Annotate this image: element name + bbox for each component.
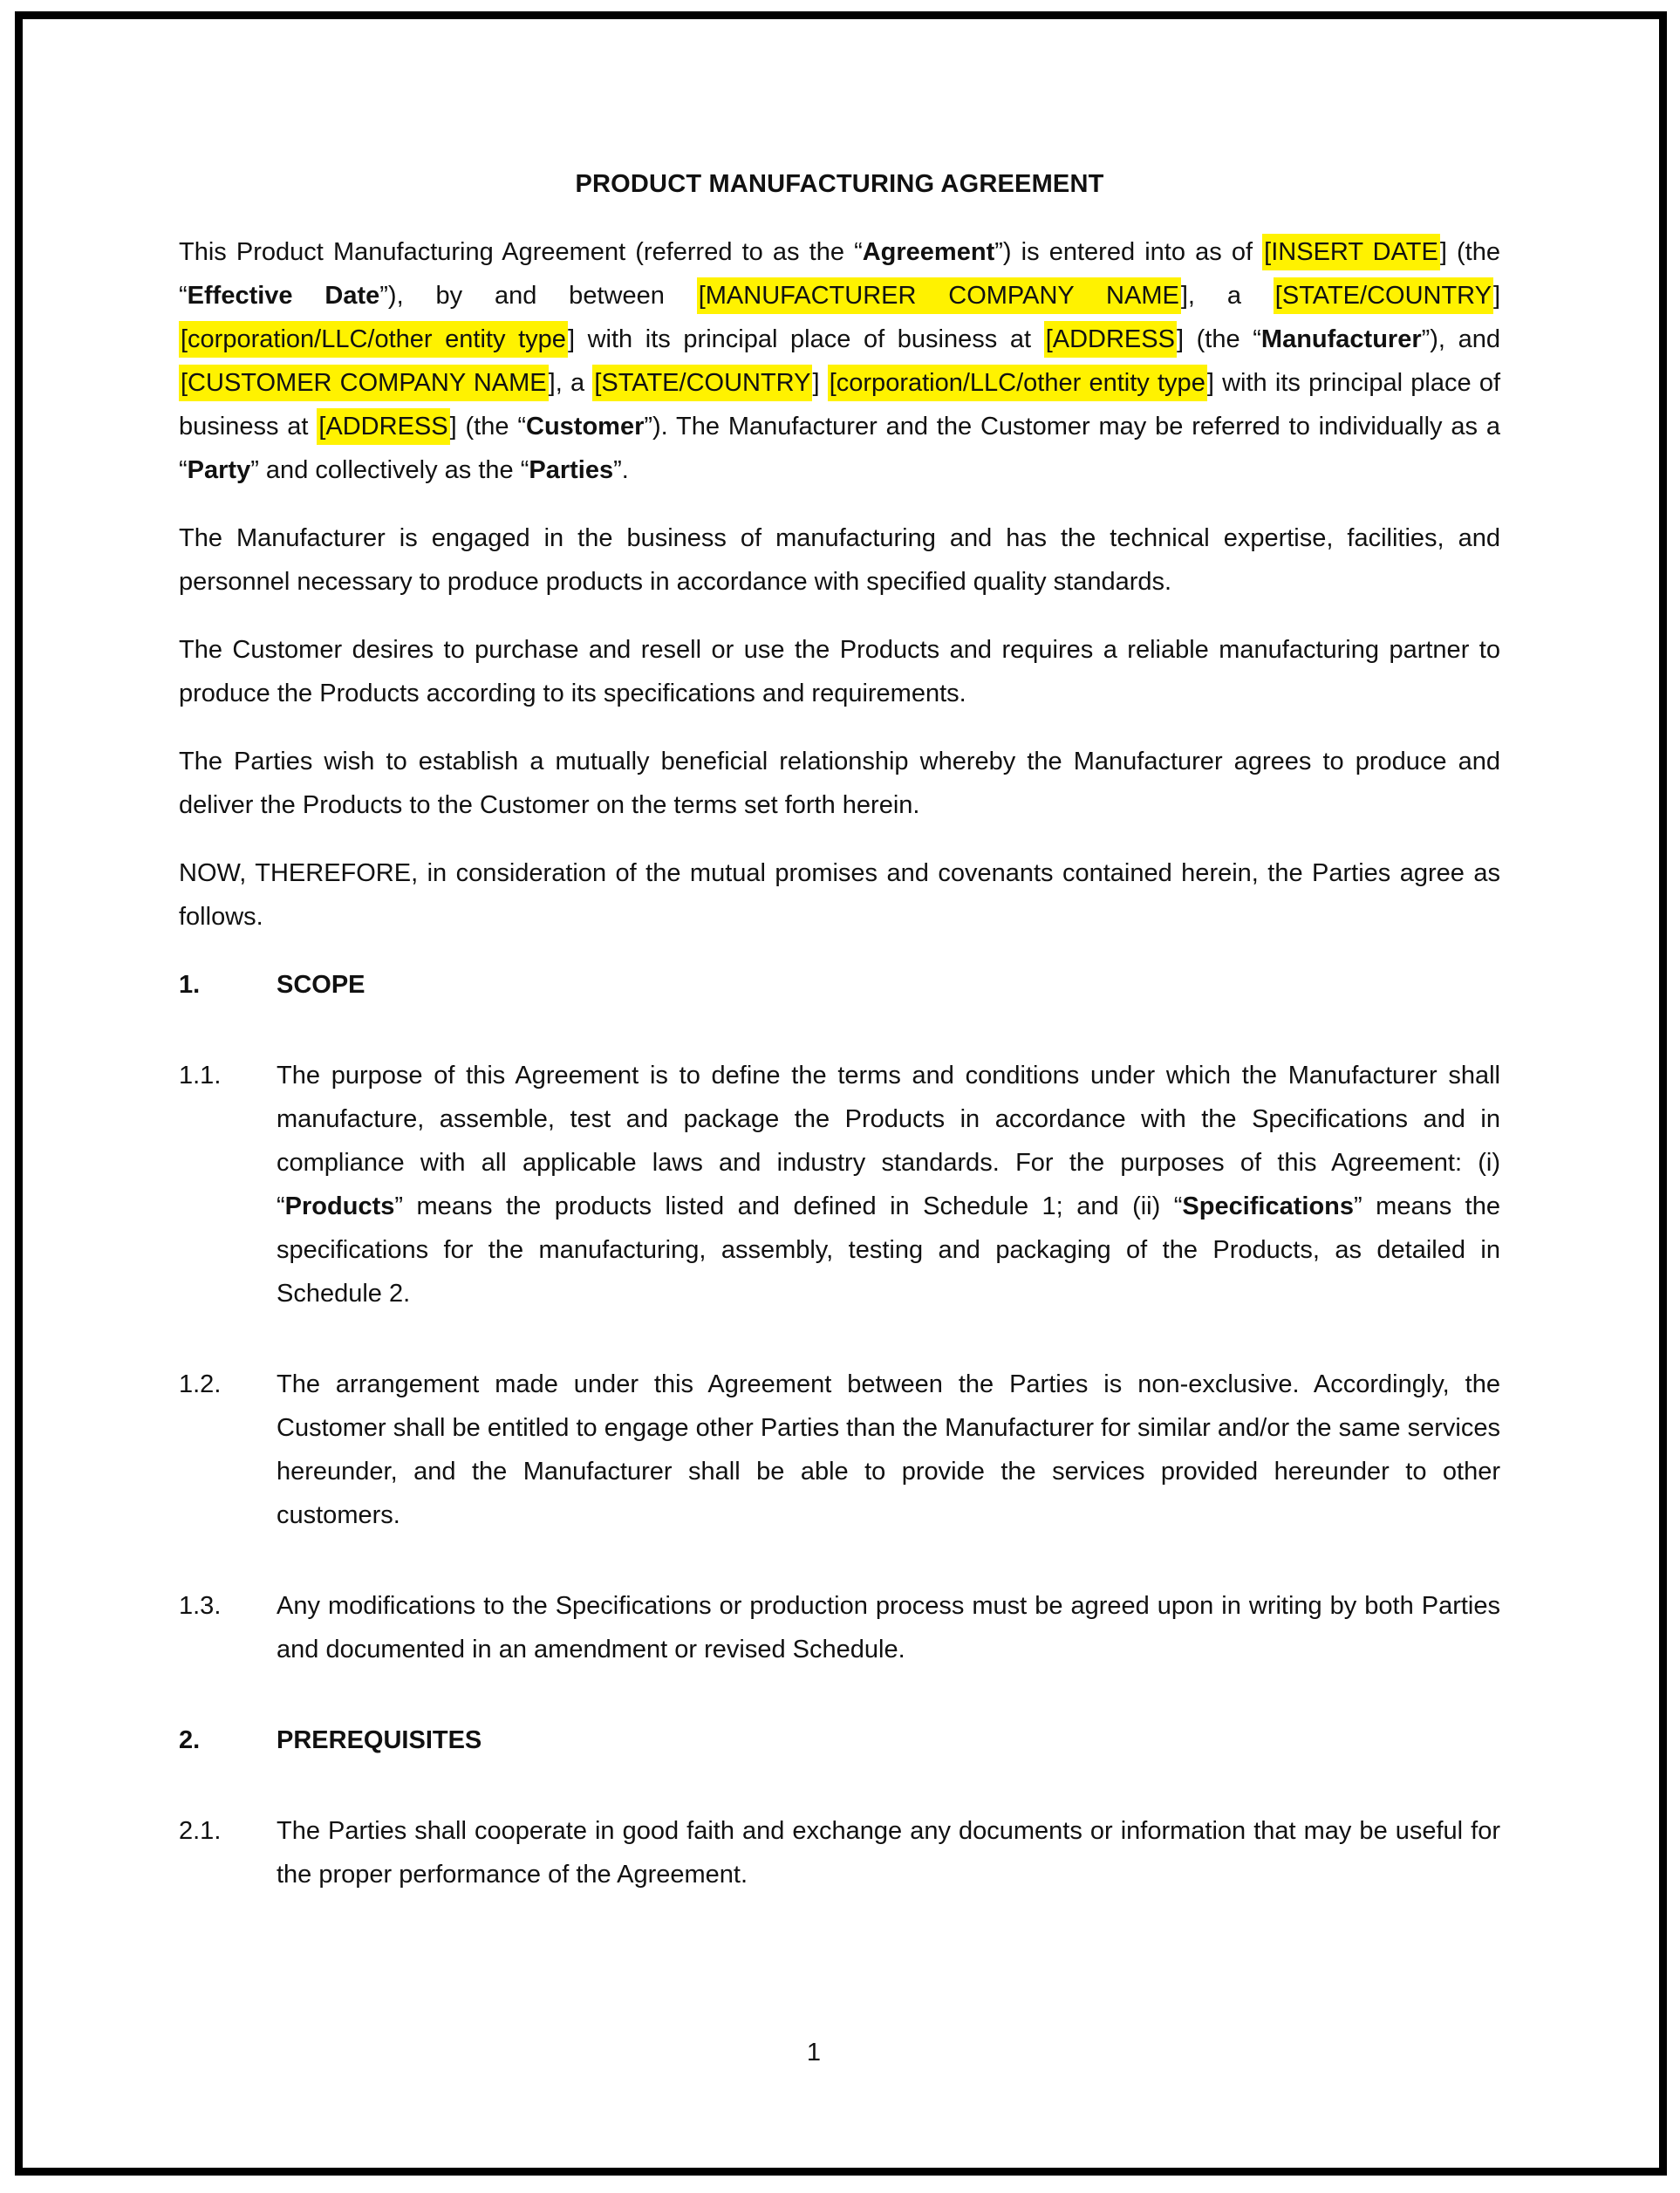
bold-term: Party bbox=[187, 456, 251, 484]
highlighted-placeholder: [INSERT DATE bbox=[1262, 234, 1440, 270]
clause-text bbox=[277, 1809, 1500, 1896]
bold-term: Agreement bbox=[862, 238, 995, 266]
section-title: SCOPE bbox=[277, 971, 365, 999]
text-run: ] (the “ bbox=[179, 238, 1500, 310]
highlighted-placeholder: [STATE/COUNTRY bbox=[592, 365, 812, 401]
text-run: The Parties shall cooperate in good faith and exchange any documents or information that may be useful for the proper performance of the Agreement. bbox=[277, 1817, 1500, 1889]
text-run: This Product Manufacturing Agreement (referred to as the “ bbox=[179, 238, 863, 266]
highlighted-placeholder: [corporation/LLC/other entity type bbox=[179, 321, 568, 358]
text-run: ” and collectively as the “ bbox=[250, 456, 529, 484]
highlighted-placeholder: [ADDRESS bbox=[317, 408, 449, 445]
numbered-clause bbox=[179, 1363, 1500, 1537]
bold-term: Manufacturer bbox=[1260, 325, 1422, 353]
text-run: ”. bbox=[613, 456, 629, 484]
clause-number: 1.3. bbox=[179, 1592, 222, 1620]
text-run: The Parties wish to establish a mutually beneficial relationship whereby the Manufacturer agrees to produce and deliver the Products to the Customer on the terms set forth herein. bbox=[179, 748, 1500, 819]
text-run: The Customer desires to purchase and resell or use the Products and requires a reliable manufacturing partner to produce the Products according to its specifications and requirements. bbox=[179, 636, 1500, 707]
document-title: PRODUCT MANUFACTURING AGREEMENT bbox=[575, 170, 1104, 198]
clause-number: 2.1. bbox=[179, 1817, 222, 1845]
section-number: 1. bbox=[179, 971, 201, 999]
paragraph bbox=[179, 516, 1500, 604]
highlighted-placeholder: [STATE/COUNTRY bbox=[1274, 277, 1493, 314]
bold-term: Customer bbox=[526, 413, 645, 441]
text-run: ] with its principal place of business at bbox=[567, 325, 1044, 353]
paragraph bbox=[179, 230, 1500, 492]
clause-text bbox=[277, 1054, 1500, 1315]
clause-text bbox=[277, 1363, 1500, 1537]
text-run: ] bbox=[1492, 282, 1500, 310]
text-run: ], a bbox=[1180, 282, 1274, 310]
text-run: ”), and bbox=[1421, 325, 1500, 353]
document-body bbox=[179, 230, 1500, 1896]
bold-term: Effective Date bbox=[187, 282, 380, 310]
text-run: ”) is entered into as of bbox=[994, 238, 1263, 266]
text-run: Any modifications to the Specifications or production process must be agreed upon in writing by both Parties and documented in an amendment or revised Schedule. bbox=[277, 1592, 1500, 1664]
text-run: NOW, THEREFORE, in consideration of the mutual promises and covenants contained herein, the Parties agree as follows. bbox=[179, 859, 1500, 931]
text-run: ] bbox=[812, 369, 828, 397]
numbered-clause bbox=[179, 1809, 1500, 1896]
paragraph bbox=[179, 628, 1500, 715]
text-run: The purpose of this Agreement is to define the terms and conditions under which the Manufacturer shall manufacture, assemble, test and package the Products in accordance with the Specifications and in compliance with all applicable laws and industry standards. For the purposes of this Agreement: (i) “ bbox=[277, 1062, 1500, 1220]
bold-term: Products bbox=[284, 1192, 395, 1220]
bold-term: Parties bbox=[529, 456, 614, 484]
text-run: ”). The Manufacturer and the Customer may be referred to individually as a “ bbox=[179, 413, 1500, 484]
text-run: ] (the “ bbox=[1176, 325, 1261, 353]
numbered-clause bbox=[179, 1584, 1500, 1671]
highlighted-placeholder: [MANUFACTURER COMPANY NAME bbox=[697, 277, 1181, 314]
section-title: PREREQUISITES bbox=[277, 1726, 482, 1754]
highlighted-placeholder: [CUSTOMER COMPANY NAME bbox=[179, 365, 549, 401]
section-heading bbox=[179, 963, 1500, 1007]
clause-text bbox=[277, 1584, 1500, 1671]
section-heading bbox=[179, 1718, 1500, 1762]
bold-term: Specifications bbox=[1182, 1192, 1355, 1220]
paragraph bbox=[179, 740, 1500, 827]
text-run: ] with its principal place of business at bbox=[179, 369, 1501, 441]
text-run: ” means the specifications for the manufacturing, assembly, testing and packaging of the Products, as detailed in Schedule 2. bbox=[277, 1192, 1500, 1308]
text-run: The arrangement made under this Agreement between the Parties is non-exclusive. Accordingly, the Customer shall be entitled to engage other Parties than the Manufacturer for similar and/or the same services hereunder, and the Manufacturer shall be able to provide the services provided hereunder to other customers. bbox=[277, 1370, 1500, 1529]
highlighted-placeholder: [corporation/LLC/other entity type bbox=[828, 365, 1207, 401]
text-run: The Manufacturer is engaged in the business of manufacturing and has the technical expertise, facilities, and personnel necessary to produce products in accordance with specified quality standards. bbox=[179, 524, 1500, 596]
text-run: ”), by and between bbox=[379, 282, 697, 310]
paragraph bbox=[179, 851, 1500, 939]
clause-number: 1.1. bbox=[179, 1062, 222, 1090]
page-number: 1 bbox=[806, 2039, 822, 2067]
text-run: ” means the products listed and defined in Schedule 1; and (ii) “ bbox=[394, 1192, 1183, 1220]
highlighted-placeholder: [ADDRESS bbox=[1044, 321, 1177, 358]
text-run: ] (the “ bbox=[449, 413, 526, 441]
numbered-clause bbox=[179, 1054, 1500, 1315]
clause-number: 1.2. bbox=[179, 1370, 222, 1398]
text-run: ], a bbox=[548, 369, 593, 397]
document-content bbox=[179, 162, 1500, 1944]
section-number: 2. bbox=[179, 1726, 201, 1754]
